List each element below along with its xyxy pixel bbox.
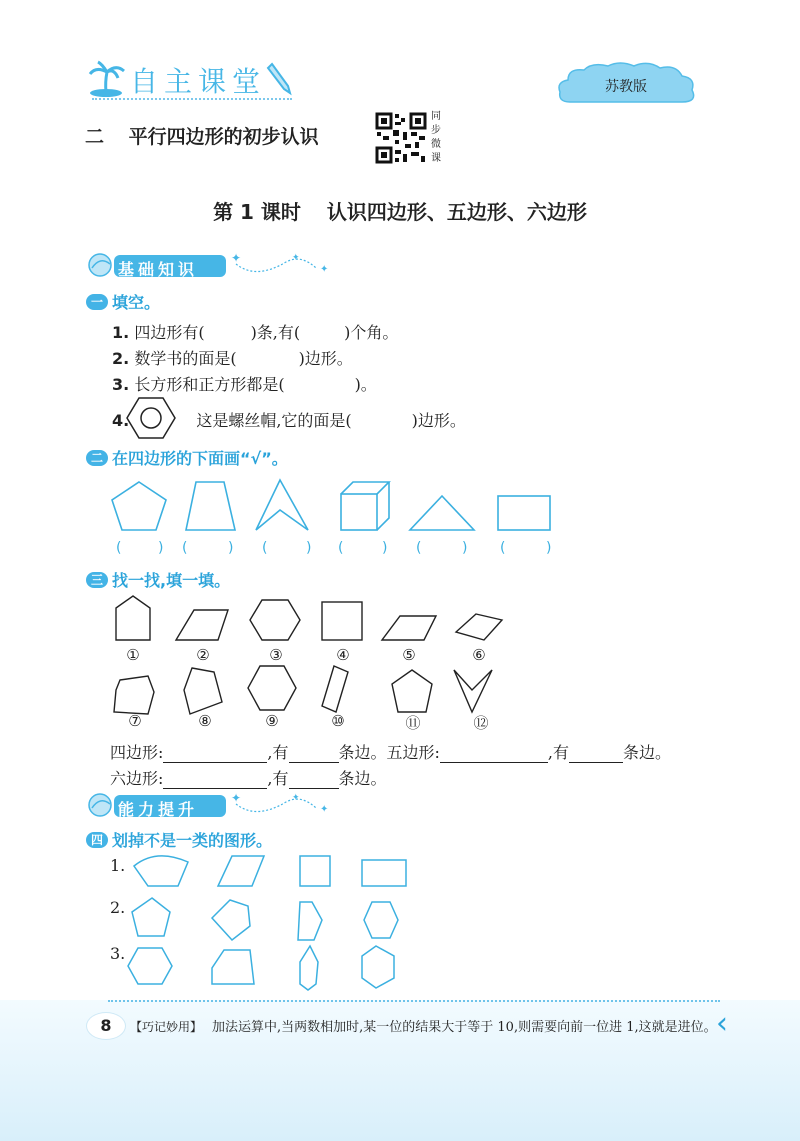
q3-text: 条边。五边形:: [338, 743, 440, 762]
pentagon-shape: [212, 950, 254, 984]
q2-shapes: [100, 476, 560, 536]
q1-text: 数学书的面是(: [134, 349, 237, 368]
fan-shape: [134, 856, 188, 886]
rectangle-shape: [362, 860, 406, 886]
qr-label-char: 微: [431, 139, 441, 150]
trapezoid-shape: [186, 482, 235, 530]
answer-blank[interactable]: [569, 743, 623, 763]
edition-badge: 苏教版: [605, 79, 647, 95]
palm-tree-icon: [88, 62, 128, 98]
q4-badge: 四: [86, 832, 108, 848]
shape-7: [114, 676, 154, 714]
pentagon-shape: [132, 898, 170, 936]
q3-heading: [86, 568, 230, 591]
answer-blank[interactable]: [163, 743, 267, 763]
shape-12: [454, 670, 492, 712]
q1-heading: [86, 290, 160, 313]
q1-badge: 一: [86, 294, 108, 310]
shape-9: [248, 666, 296, 710]
q1-text: )条,有(: [250, 323, 301, 342]
q3-text: 条边。: [338, 769, 387, 788]
memory-tip-text: 加法运算中,当两数相加时,某一位的结果大于等于 10,则需要向前一位进 1,这就是进位。: [212, 1020, 717, 1035]
hexagon-shape: [128, 948, 172, 984]
q1-text: 长方形和正方形都是(: [134, 375, 285, 394]
q1-title: 填空。: [112, 293, 161, 312]
q3-text: ,有: [267, 769, 289, 788]
hexagon-shape: [300, 946, 318, 990]
q3-text: 六边形:: [110, 769, 164, 788]
shape-1: [116, 596, 150, 640]
hex-nut-icon: [126, 396, 176, 440]
shape-5: [382, 616, 436, 640]
svg-text:✦: ✦: [231, 791, 242, 805]
q3-labels-row2: [111, 712, 531, 732]
q1-item-num: 4.: [112, 411, 130, 430]
pentagon-shape: [212, 900, 250, 940]
shape-label: ②: [196, 646, 210, 664]
chapter-number: 二: [85, 126, 105, 148]
q3-labels-row1: [111, 646, 531, 666]
svg-text:✦: ✦: [320, 264, 329, 275]
answer-blank[interactable]: [440, 743, 548, 763]
q1-item-num: 2.: [112, 349, 130, 368]
pencil-icon: [266, 60, 296, 94]
shape-10: [322, 666, 348, 712]
q1-text: )。: [354, 375, 377, 394]
answer-paren-close[interactable]: ): [306, 540, 312, 556]
memory-tip-tag: 【巧记妙用】: [130, 1020, 203, 1034]
triangle-shape: [410, 496, 474, 530]
hexagon-shape: [362, 946, 394, 988]
brand-title: 自主课堂: [130, 65, 267, 98]
answer-paren-open: (: [182, 540, 188, 556]
shape-label: ⑧: [198, 712, 212, 730]
q4-row-num: 1.: [110, 856, 126, 875]
shape-3: [250, 600, 300, 640]
shape-label: ⑩: [331, 712, 345, 730]
answer-paren-open: (: [416, 540, 422, 556]
section-banner-ability-label: 能力提升: [118, 800, 199, 819]
pentagon-shape: [112, 482, 166, 530]
q1-item-2: [112, 346, 353, 369]
shape-4: [322, 602, 362, 640]
chapter-heading: [85, 122, 319, 149]
qr-label-char: 同: [431, 111, 441, 122]
svg-text:✦: ✦: [231, 251, 242, 265]
shape-label: ④: [336, 646, 350, 664]
section-banner-basic-label: 基础知识: [118, 260, 199, 279]
q3-title: 找一找,填一填。: [112, 571, 231, 590]
shape-label: ⑦: [128, 712, 142, 730]
chapter-title: 平行四边形的初步认识: [128, 126, 319, 148]
q3-fill-line-2: [110, 766, 387, 789]
q1-item-3: [112, 372, 377, 395]
q4-heading: [86, 828, 272, 851]
q3-text: 四边形:: [110, 743, 164, 762]
shape-11: [392, 670, 432, 712]
answer-blank[interactable]: [289, 743, 339, 763]
footer-divider: [108, 1000, 720, 1002]
shape-label: ⑤: [402, 646, 416, 664]
answer-blank[interactable]: [163, 769, 267, 789]
memory-tip: [130, 1016, 717, 1035]
lesson-number: 第 1 课时: [213, 200, 301, 224]
svg-text:✦: ✦: [292, 253, 300, 263]
shape-2: [176, 610, 228, 640]
answer-paren-open: (: [500, 540, 506, 556]
shape-6: [456, 614, 502, 640]
page-number: 8: [86, 1012, 126, 1040]
qr-label-char: 课: [431, 153, 441, 164]
qr-code-icon[interactable]: [375, 112, 427, 164]
hexagon-shape: [364, 902, 398, 938]
answer-paren-open: (: [262, 540, 268, 556]
q3-fill-line-1: [110, 740, 671, 763]
shape-label: ⑨: [265, 712, 279, 730]
answer-paren-close[interactable]: ): [382, 540, 388, 556]
brand-underline: [92, 98, 292, 100]
square-shape: [300, 856, 330, 886]
q1-text: )边形。: [411, 411, 466, 430]
q3-text: 条边。: [623, 743, 672, 762]
answer-paren-close[interactable]: ): [158, 540, 164, 556]
q4-row-num: 2.: [110, 898, 126, 917]
q3-badge: 三: [86, 572, 108, 588]
q2-heading: [86, 446, 288, 469]
q1-item-num: 1.: [112, 323, 130, 342]
svg-text:✦: ✦: [320, 804, 329, 815]
answer-paren-close[interactable]: ): [462, 540, 468, 556]
answer-blank[interactable]: [289, 769, 339, 789]
q4-title: 划掉不是一类的图形。: [112, 831, 273, 850]
q2-answer-row: [112, 540, 572, 560]
q1-text: 这是螺丝帽,它的面是(: [196, 411, 352, 430]
q3-text: ,有: [547, 743, 569, 762]
qr-label-char: 步: [431, 125, 441, 136]
chevron-left-icon[interactable]: ‹: [716, 1006, 728, 1041]
shape-label: ⑥: [472, 646, 486, 664]
lesson-title: [0, 196, 800, 225]
q3-text: ,有: [267, 743, 289, 762]
cube-shape: [341, 482, 389, 530]
arrowhead-shape: [256, 480, 308, 530]
answer-paren-open: (: [338, 540, 344, 556]
qr-label: [431, 110, 443, 166]
q4-shapes[interactable]: [126, 850, 416, 990]
answer-paren-close[interactable]: ): [228, 540, 234, 556]
shape-label: ①: [126, 646, 140, 664]
shape-8: [184, 668, 222, 714]
answer-paren-close[interactable]: ): [546, 540, 552, 556]
q2-title: 在四边形的下面画“√”。: [112, 449, 288, 468]
svg-text:✦: ✦: [292, 793, 300, 803]
answer-paren-open: (: [116, 540, 122, 556]
rectangle-shape: [498, 496, 550, 530]
parallelogram-shape: [218, 856, 264, 886]
shape-label: ⑪: [405, 714, 421, 732]
q1-item-num: 3.: [112, 375, 130, 394]
q1-text: )个角。: [344, 323, 399, 342]
q1-text: )边形。: [298, 349, 353, 368]
pentagon-shape: [298, 902, 322, 940]
shape-label: ⑫: [473, 714, 489, 732]
q4-row-num: 3.: [110, 944, 126, 963]
lesson-name: 认识四边形、五边形、六边形: [326, 200, 587, 224]
q2-badge: 二: [86, 450, 108, 466]
q1-item-1: [112, 320, 398, 343]
q1-text: 四边形有(: [134, 323, 205, 342]
shape-label: ③: [269, 646, 283, 664]
